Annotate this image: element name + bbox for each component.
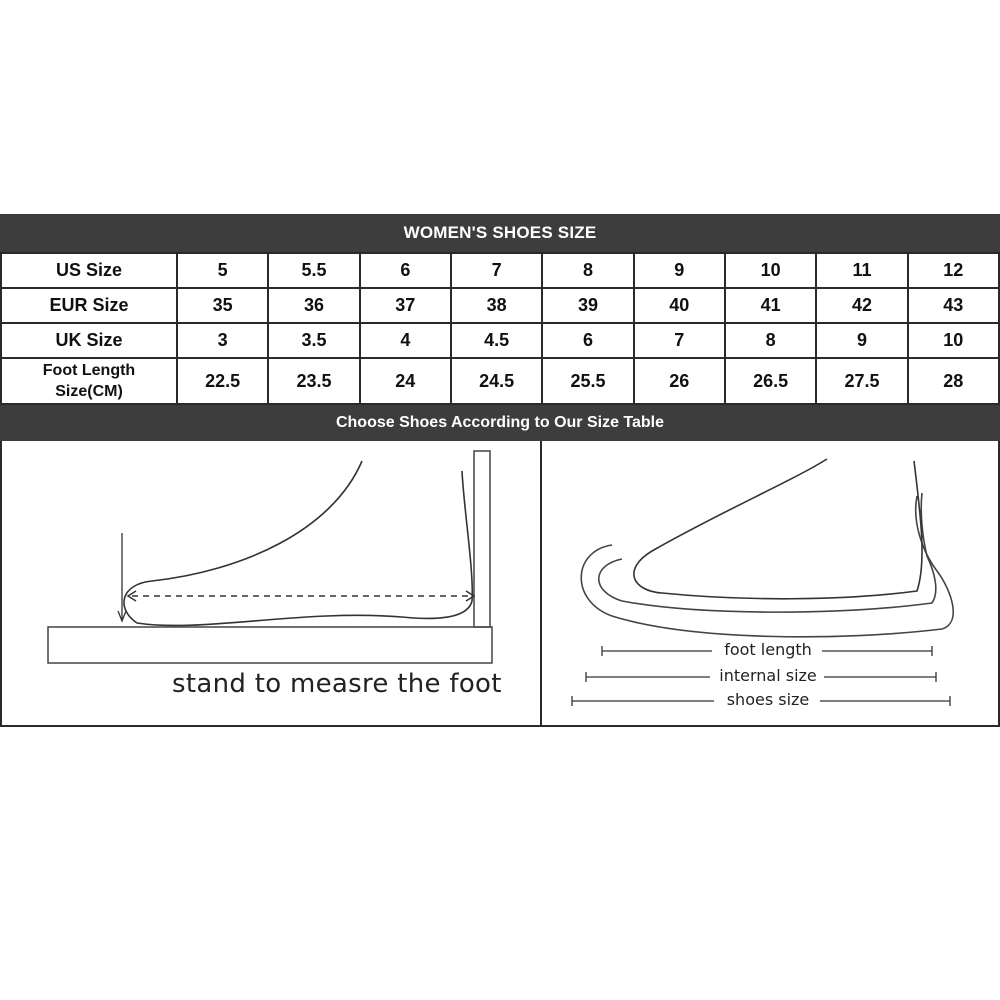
table-cell: 6 (360, 253, 451, 288)
row-header-us: US Size (1, 253, 177, 288)
table-cell: 42 (816, 288, 907, 323)
chart-title: WOMEN'S SHOES SIZE (0, 214, 1000, 252)
table-cell: 43 (908, 288, 999, 323)
size-table (0, 252, 1000, 405)
table-cell: 4.5 (451, 323, 542, 358)
table-cell: 24.5 (451, 358, 542, 404)
table-cell: 8 (725, 323, 816, 358)
table-cell: 7 (451, 253, 542, 288)
foot-length-label: foot length (718, 640, 818, 659)
measure-caption: stand to measre the foot (172, 669, 502, 699)
table-cell: 24 (360, 358, 451, 404)
table-cell: 5 (177, 253, 268, 288)
row-header-line: Foot Length (42, 362, 136, 379)
internal-size-label: internal size (713, 666, 823, 685)
shoes-size-label: shoes size (721, 690, 816, 709)
measure-diagrams (0, 441, 1000, 727)
row-header-uk: UK Size (1, 323, 177, 358)
table-cell: 9 (634, 253, 725, 288)
table-cell: 11 (816, 253, 907, 288)
table-cell: 10 (725, 253, 816, 288)
table-cell: 41 (725, 288, 816, 323)
table-cell: 6 (542, 323, 633, 358)
table-row (1, 358, 999, 404)
table-cell: 28 (908, 358, 999, 404)
table-cell: 3 (177, 323, 268, 358)
table-cell: 36 (268, 288, 359, 323)
table-cell: 39 (542, 288, 633, 323)
table-cell: 27.5 (816, 358, 907, 404)
table-cell: 12 (908, 253, 999, 288)
table-cell: 5.5 (268, 253, 359, 288)
table-cell: 4 (360, 323, 451, 358)
table-cell: 26 (634, 358, 725, 404)
table-cell: 38 (451, 288, 542, 323)
table-cell: 23.5 (268, 358, 359, 404)
table-cell: 22.5 (177, 358, 268, 404)
row-header-foot-length (1, 358, 177, 404)
table-cell: 25.5 (542, 358, 633, 404)
table-cell: 8 (542, 253, 633, 288)
row-header-line: Size(CM) (55, 383, 123, 400)
table-cell: 40 (634, 288, 725, 323)
table-row (1, 288, 999, 323)
row-header-eur: EUR Size (1, 288, 177, 323)
table-cell: 3.5 (268, 323, 359, 358)
chart-subtitle: Choose Shoes According to Our Size Table (0, 405, 1000, 441)
table-cell: 10 (908, 323, 999, 358)
table-cell: 7 (634, 323, 725, 358)
table-row (1, 253, 999, 288)
stand-measure-panel (2, 441, 542, 725)
table-cell: 35 (177, 288, 268, 323)
shoe-size-panel (542, 441, 998, 725)
size-chart (0, 214, 1000, 727)
table-cell: 26.5 (725, 358, 816, 404)
table-cell: 37 (360, 288, 451, 323)
table-cell: 9 (816, 323, 907, 358)
table-row (1, 323, 999, 358)
